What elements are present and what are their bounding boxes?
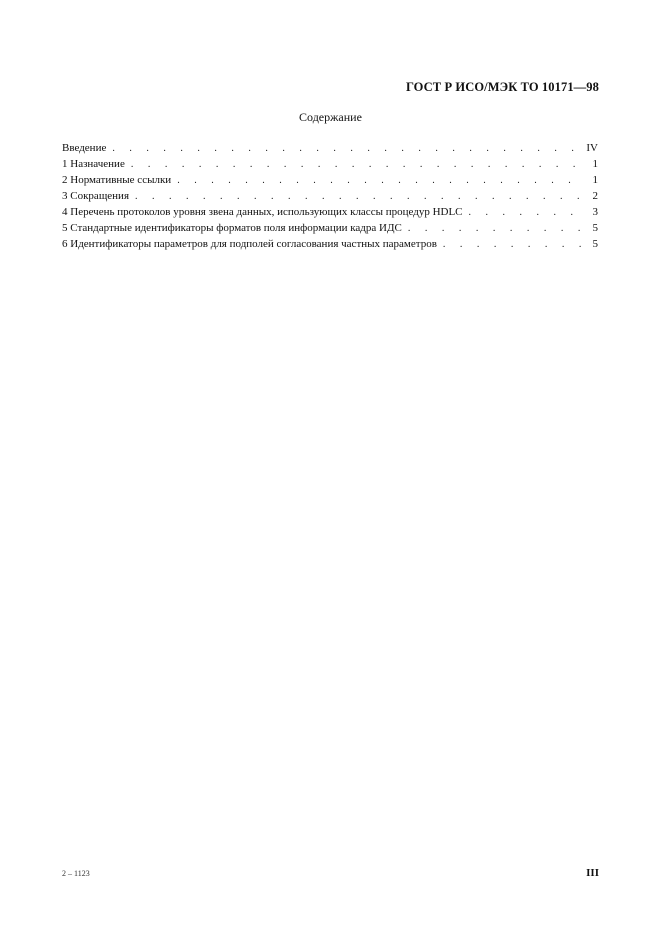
- toc-entry-introduction[interactable]: [62, 140, 598, 156]
- toc-leader-dots: [177, 173, 582, 189]
- toc-entry-page: IV: [586, 142, 598, 154]
- toc-entry-label: 1 Назначение: [62, 158, 125, 170]
- toc-entry-5[interactable]: [62, 220, 598, 236]
- toc-entry-page: 1: [592, 158, 598, 170]
- toc-leader-dots: [408, 221, 582, 237]
- toc-leader-dots: [135, 189, 582, 205]
- toc-entry-label: 6 Идентификаторы параметров для подполей согласования частных параметров: [62, 238, 437, 250]
- toc-entry-page: 3: [592, 206, 598, 218]
- toc-leader-dots: [443, 237, 582, 253]
- toc-leader-dots: [131, 157, 582, 173]
- toc-entry-3[interactable]: [62, 188, 598, 204]
- toc-entry-label: 5 Стандартные идентификаторы форматов поля информации кадра ИДС: [62, 222, 402, 234]
- toc-leader-dots: [469, 205, 582, 221]
- toc-entry-page: 2: [592, 190, 598, 202]
- table-of-contents: [62, 140, 598, 252]
- page-number: III: [586, 867, 599, 879]
- print-code: 2 – 1123: [62, 869, 90, 878]
- toc-entry-label: 2 Нормативные ссылки: [62, 174, 172, 186]
- toc-entry-label: 4 Перечень протоколов уровня звена данных, использующих классы процедур HDLC: [62, 206, 463, 218]
- toc-title: Содержание: [299, 110, 362, 124]
- toc-entry-2[interactable]: [62, 172, 598, 188]
- toc-entry-label: 3 Сокращения: [62, 190, 129, 202]
- toc-entry-1[interactable]: [62, 156, 598, 172]
- document-code: ГОСТ Р ИСО/МЭК ТО 10171—98: [405, 80, 599, 94]
- toc-entry-6[interactable]: [62, 236, 598, 252]
- toc-entry-page: 5: [592, 222, 598, 234]
- toc-entry-page: 1: [592, 174, 598, 186]
- toc-entry-label: Введение: [62, 142, 107, 154]
- toc-entry-page: 5: [592, 238, 598, 250]
- toc-leader-dots: [112, 141, 580, 157]
- toc-entry-4[interactable]: [62, 204, 598, 220]
